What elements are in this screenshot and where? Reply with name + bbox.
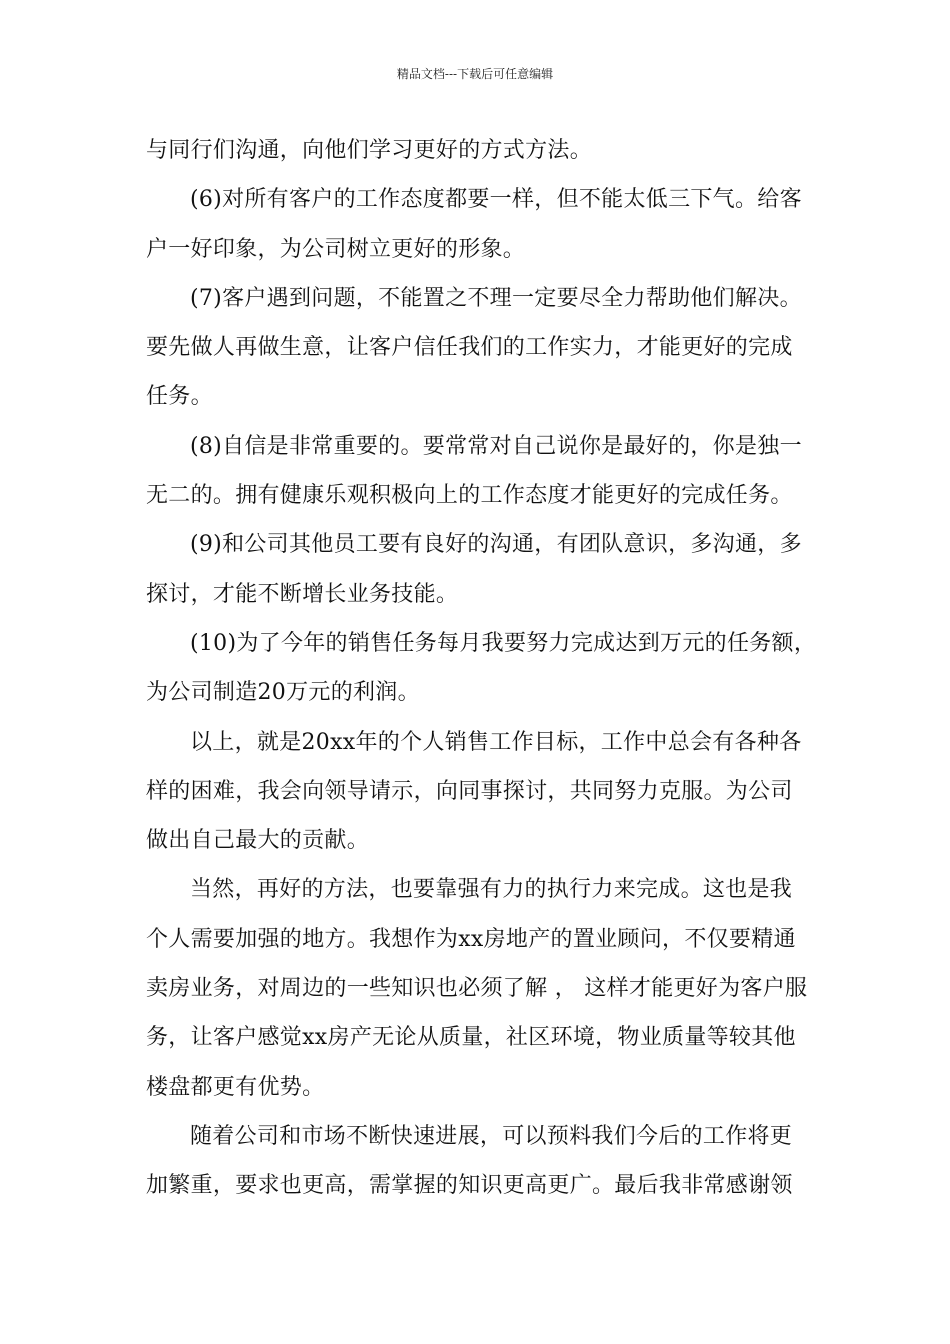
text-line: (9)和公司其他员工要有良好的沟通，有团队意识，多沟通，多 [190,532,802,558]
text-line: (10)为了今年的销售任务每月我要努力完成达到万元的任务额， [190,630,817,656]
text-line: (8)自信是非常重要的。要常常对自己说你是最好的，你是独一 [190,433,802,459]
page-header: 精品文档---下载后可任意编辑 [396,67,554,81]
text-line: 务，让客户感觉xx房产无论从质量，社区环境，物业质量等较其他 [146,1025,796,1051]
text-line: 卖房业务，对周边的一些知识也必须了解 ， 这样才能更好为客户服 [146,976,808,1002]
text-line: 与同行们沟通，向他们学习更好的方式方法。 [146,138,593,163]
text-line: 为公司制造20万元的利润。 [146,680,420,706]
text-line: (6)对所有客户的工作态度都要一样，但不能太低三下气。给客 [190,187,802,213]
text-line: 当然，再好的方法，也要靠强有力的执行力来完成。这也是我 [190,877,793,903]
text-line: 以上，就是20xx年的个人销售工作目标，工作中总会有各种各 [190,729,802,755]
text-line: 无二的。拥有健康乐观积极向上的工作态度才能更好的完成任务。 [146,483,793,509]
text-line: 要先做人再做生意，让客户信任我们的工作实力，才能更好的完成 [146,335,793,361]
text-line: 探讨，才能不断增长业务技能。 [146,581,459,607]
text-line: 个人需要加强的地方。我想作为xx房地产的置业顾问，不仅要精通 [146,926,796,952]
text-line: 做出自己最大的贡献。 [146,828,370,854]
document-body [146,126,817,1211]
text-line: 户一好印象，为公司树立更好的形象。 [146,236,526,262]
text-line: 加繁重，要求也更高，需掌握的知识更高更广。最后我非常感谢领 [146,1173,793,1199]
text-line: (7)客户遇到问题，不能置之不理一定要尽全力帮助他们解决。 [190,285,802,311]
text-line: 样的困难，我会向领导请示，向同事探讨，共同努力克服。为公司 [146,778,793,804]
text-line: 楼盘都更有优势。 [146,1074,325,1100]
text-line: 任务。 [146,384,213,410]
text-line: 随着公司和市场不断快速进展，可以预料我们今后的工作将更 [190,1123,793,1149]
